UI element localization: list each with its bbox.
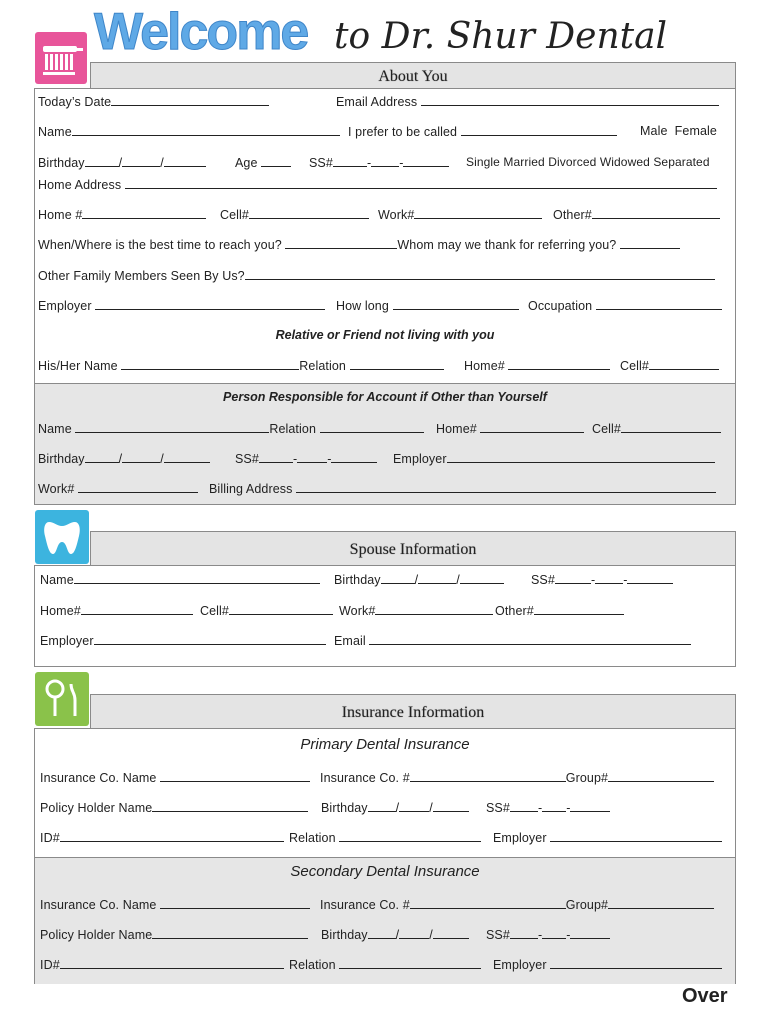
field-label: Home#	[436, 422, 477, 436]
field-label: Today’s Date	[38, 95, 112, 109]
form-field-row: Birthday / /	[334, 572, 504, 587]
form-field-row: SS# - -	[235, 451, 377, 466]
form-field-row	[464, 358, 610, 373]
field-label: SS#	[309, 156, 333, 170]
blank-line-field[interactable]	[371, 155, 399, 167]
birthday-day[interactable]	[122, 155, 160, 167]
relative-name-field[interactable]	[121, 358, 299, 370]
form-field-row	[220, 207, 369, 222]
spouse-bday-year[interactable]	[460, 572, 504, 584]
blank-line-field[interactable]	[333, 155, 367, 167]
field-label: Cell#	[620, 359, 649, 373]
responsible-bday-year[interactable]	[164, 451, 210, 463]
field-label: Work#	[339, 604, 376, 618]
blank-line-field[interactable]	[595, 572, 623, 584]
field-label: Employer	[393, 452, 447, 466]
age-field[interactable]	[261, 155, 291, 167]
field-label: SS#	[235, 452, 259, 466]
secondary-bday-day[interactable]	[399, 927, 429, 939]
form-field-row	[38, 268, 715, 283]
todays-date-field[interactable]	[111, 94, 269, 106]
employer-field[interactable]	[95, 298, 325, 310]
field-label: His/Her Name	[38, 359, 118, 373]
relative-heading: Relative or Friend not living with you	[275, 328, 495, 342]
field-label: Birthday	[334, 573, 381, 587]
field-label: Policy Holder Name	[40, 801, 153, 815]
primary-bday-year[interactable]	[433, 800, 469, 812]
field-label: Other#	[495, 604, 534, 618]
tooth-icon	[35, 510, 89, 564]
field-label: Birthday	[321, 928, 368, 942]
field-label: Other#	[553, 208, 592, 222]
spouse-employer-field[interactable]	[94, 633, 326, 645]
form-field-row	[620, 358, 719, 373]
family-members-field[interactable]	[245, 268, 715, 280]
responsible-work-field[interactable]	[78, 481, 198, 493]
form-field-row	[209, 481, 716, 496]
blank-line-field[interactable]	[555, 572, 591, 584]
preferred-name-field[interactable]	[461, 124, 617, 136]
field-label: Other Family Members Seen By Us?	[38, 269, 245, 283]
blank-line-field[interactable]	[627, 572, 673, 584]
form-field-row	[40, 927, 308, 942]
field-label: Insurance Co. #	[320, 898, 410, 912]
form-field-row	[336, 298, 519, 313]
form-field-row	[436, 421, 584, 436]
cell-phone-field[interactable]	[249, 207, 369, 219]
field-label: Insurance Co. Name	[40, 898, 157, 912]
form-field-row	[336, 94, 719, 109]
birthday-month[interactable]	[85, 155, 119, 167]
primary-bday-day[interactable]	[399, 800, 429, 812]
form-field-row	[40, 572, 320, 587]
field-label: When/Where is the best time to reach you?	[38, 238, 282, 252]
form-field-row	[38, 358, 444, 373]
field-label: About You	[378, 68, 448, 85]
field-label: Employer	[40, 634, 94, 648]
field-label: Relation	[269, 422, 316, 436]
field-label: Relation	[289, 958, 336, 972]
field-label: Billing Address	[209, 482, 293, 496]
insurance-header	[90, 694, 736, 729]
field-label: Cell#	[200, 604, 229, 618]
secondary-co-num-field[interactable]	[410, 897, 566, 909]
primary-bday-month[interactable]	[368, 800, 396, 812]
form-field-row: Birthday / /	[38, 155, 206, 170]
form-field-row	[553, 207, 720, 222]
field-label: Name	[38, 125, 72, 139]
spouse-work-field[interactable]	[375, 603, 493, 615]
primary-co-num-field[interactable]	[410, 770, 566, 782]
form-field-row	[40, 897, 310, 912]
relative-home-field[interactable]	[508, 358, 610, 370]
secondary-holder-field[interactable]	[152, 927, 308, 939]
responsible-relation-field[interactable]	[320, 421, 424, 433]
blank-line-field[interactable]	[297, 451, 327, 463]
field-label: Cell#	[220, 208, 249, 222]
form-field-row	[40, 957, 284, 972]
field-label: Employer	[493, 958, 547, 972]
other-phone-field[interactable]	[592, 207, 720, 219]
form-field-row	[320, 897, 714, 912]
blank-line-field[interactable]	[570, 800, 610, 812]
best-time-field[interactable]	[285, 237, 397, 249]
form-field-row	[200, 603, 333, 618]
form-field-row	[466, 155, 710, 169]
field-label: SS#	[531, 573, 555, 587]
blank-line-field[interactable]	[542, 800, 566, 812]
blank-line-field[interactable]	[331, 451, 377, 463]
work-phone-field[interactable]	[414, 207, 542, 219]
form-field-row	[38, 481, 198, 496]
field-label: Work#	[38, 482, 75, 496]
field-label: Insurance Information	[341, 704, 485, 721]
spouse-email-field[interactable]	[369, 633, 691, 645]
field-label: Email	[334, 634, 366, 648]
field-label: Home #	[38, 208, 83, 222]
spouse-other-field[interactable]	[534, 603, 624, 615]
widowed-option[interactable]: Widowed	[599, 155, 650, 169]
field-label: Group#	[565, 771, 609, 785]
primary-employer-field[interactable]	[550, 830, 722, 842]
field-label: Employer	[38, 299, 92, 313]
field-label: Work#	[378, 208, 415, 222]
dental-mirror-icon	[35, 672, 89, 726]
male-option[interactable]: Male	[640, 124, 668, 138]
form-field-row	[378, 207, 542, 222]
field-label: Home#	[464, 359, 505, 373]
blank-line-field[interactable]	[542, 927, 566, 939]
secondary-bday-year[interactable]	[433, 927, 469, 939]
form-field-row	[640, 124, 717, 138]
field-label: How long	[336, 299, 389, 313]
about-header	[90, 62, 736, 89]
field-label: Relation	[299, 359, 346, 373]
form-field-row	[339, 603, 493, 618]
form-field-row	[38, 124, 340, 139]
relative-relation-field[interactable]	[350, 358, 444, 370]
toothbrush-icon	[35, 32, 87, 84]
form-field-row	[40, 800, 308, 815]
billing-address-field[interactable]	[296, 481, 716, 493]
form-field-row	[38, 94, 269, 109]
responsible-name-field[interactable]	[75, 421, 269, 433]
spouse-home-field[interactable]	[81, 603, 193, 615]
primary-heading: Primary Dental Insurance	[300, 736, 470, 753]
field-label: Relation	[289, 831, 336, 845]
form-field-row	[393, 451, 715, 466]
female-option[interactable]: Female	[674, 124, 717, 138]
referral-field[interactable]	[620, 237, 680, 249]
spouse-cell-field[interactable]	[229, 603, 333, 615]
spouse-header	[90, 531, 736, 566]
form-field-row	[38, 298, 325, 313]
form-field-row	[235, 155, 291, 170]
spouse-bday-month[interactable]	[381, 572, 415, 584]
form-field-row	[289, 957, 481, 972]
divorced-option[interactable]: Divorced	[548, 155, 597, 169]
page-title: to Dr. Shur Dental	[334, 16, 668, 57]
secondary-bday-month[interactable]	[368, 927, 396, 939]
form-field-row	[528, 298, 722, 313]
form-field-row	[289, 830, 481, 845]
field-label: ID#	[40, 831, 60, 845]
responsible-cell-field[interactable]	[621, 421, 721, 433]
secondary-id-field[interactable]	[60, 957, 284, 969]
field-label: Cell#	[592, 422, 621, 436]
primary-co-name-field[interactable]	[160, 770, 310, 782]
field-label: ID#	[40, 958, 60, 972]
birthday-year[interactable]	[164, 155, 206, 167]
field-label: I prefer to be called	[348, 125, 458, 139]
field-label: Name	[40, 573, 74, 587]
field-label: Age	[235, 156, 258, 170]
field-label: Insurance Co. Name	[40, 771, 157, 785]
home-address-field[interactable]	[125, 177, 717, 189]
field-label: Whom may we thank for referring you?	[397, 238, 617, 252]
blank-line-field[interactable]	[510, 927, 538, 939]
form-field-row	[40, 830, 284, 845]
spouse-name-field[interactable]	[74, 572, 320, 584]
field-label: Insurance Co. #	[320, 771, 410, 785]
form-field-row: Birthday / /	[321, 927, 469, 942]
blank-line-field[interactable]	[403, 155, 449, 167]
secondary-relation-field[interactable]	[339, 957, 481, 969]
field-label: Spouse Information	[349, 541, 477, 558]
form-field-row	[334, 633, 691, 648]
responsible-home-field[interactable]	[480, 421, 584, 433]
blank-line-field[interactable]	[259, 451, 293, 463]
form-field-row: SS# - -	[531, 572, 673, 587]
form-field-row	[40, 633, 326, 648]
field-label: Email Address	[336, 95, 418, 109]
field-label: Birthday	[321, 801, 368, 815]
field-label: Name	[38, 422, 72, 436]
primary-id-field[interactable]	[60, 830, 284, 842]
form-field-row	[38, 177, 717, 192]
form-field-row: Birthday / /	[321, 800, 469, 815]
field-label: Policy Holder Name	[40, 928, 153, 942]
field-label: Home#	[40, 604, 81, 618]
secondary-employer-field[interactable]	[550, 957, 722, 969]
form-field-row	[40, 770, 310, 785]
separated-option[interactable]: Separated	[653, 155, 710, 169]
field-label: Group#	[565, 898, 609, 912]
form-field-row	[348, 124, 617, 139]
form-field-row	[493, 830, 722, 845]
field-label: Home Address	[38, 178, 122, 192]
relative-cell-field[interactable]	[649, 358, 719, 370]
secondary-group-field[interactable]	[608, 897, 714, 909]
over-label: Over	[682, 985, 728, 1007]
form-field-row	[38, 421, 424, 436]
primary-holder-field[interactable]	[152, 800, 308, 812]
blank-line-field[interactable]	[570, 927, 610, 939]
form-field-row: SS# - -	[486, 927, 610, 942]
field-label: Employer	[493, 831, 547, 845]
form-field-row: Birthday / /	[38, 451, 210, 466]
form-field-row	[592, 421, 721, 436]
primary-relation-field[interactable]	[339, 830, 481, 842]
form-field-row	[493, 957, 722, 972]
responsible-heading: Person Responsible for Account if Other than Yourself	[223, 390, 547, 404]
field-label: SS#	[486, 801, 510, 815]
form-field-row	[40, 603, 193, 618]
form-field-row	[38, 207, 206, 222]
secondary-heading: Secondary Dental Insurance	[290, 863, 480, 880]
field-label: Occupation	[528, 299, 593, 313]
spouse-bday-day[interactable]	[418, 572, 456, 584]
responsible-bday-month[interactable]	[85, 451, 119, 463]
responsible-bday-day[interactable]	[122, 451, 160, 463]
field-label: Birthday	[38, 452, 85, 466]
primary-group-field[interactable]	[608, 770, 714, 782]
form-field-row: SS# - -	[486, 800, 610, 815]
form-field-row	[495, 603, 624, 618]
responsible-employer-field[interactable]	[447, 451, 715, 463]
secondary-co-name-field[interactable]	[160, 897, 310, 909]
home-phone-field[interactable]	[82, 207, 206, 219]
how-long-field[interactable]	[393, 298, 519, 310]
married-option[interactable]: Married	[503, 155, 545, 169]
form-field-row	[38, 237, 680, 252]
field-label: SS#	[486, 928, 510, 942]
single-option[interactable]: Single	[466, 155, 500, 169]
name-field[interactable]	[72, 124, 340, 136]
blank-line-field[interactable]	[510, 800, 538, 812]
occupation-field[interactable]	[596, 298, 722, 310]
welcome-word: Welcome	[94, 3, 308, 61]
email-field[interactable]	[421, 94, 719, 106]
form-field-row: SS# - -	[309, 155, 449, 170]
field-label: Birthday	[38, 156, 85, 170]
form-field-row	[320, 770, 714, 785]
